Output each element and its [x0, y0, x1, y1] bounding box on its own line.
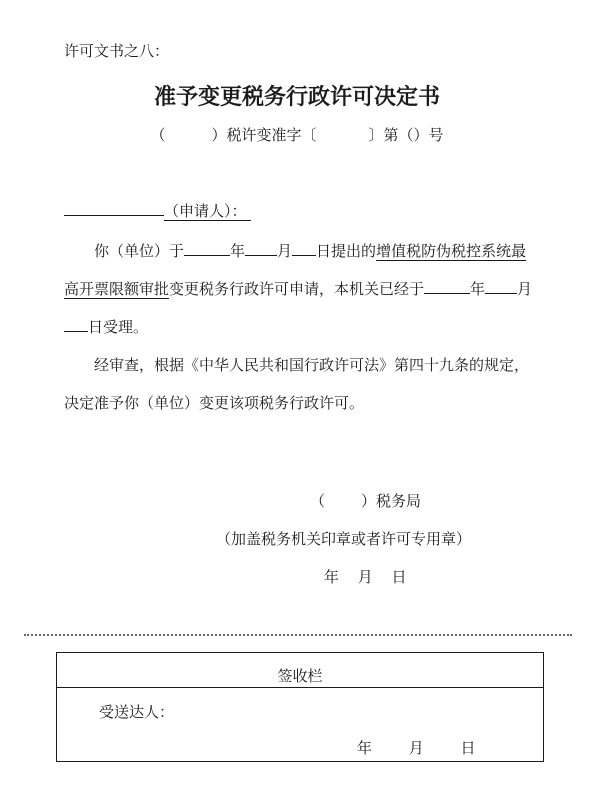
form-label: 许可文书之八：: [64, 42, 170, 60]
accept-day-blank: [64, 317, 88, 332]
issue-date: 年 月 日: [324, 568, 407, 586]
doc-number-middle: ）税许变准字〔: [211, 126, 317, 144]
accept-month-blank: [485, 279, 517, 294]
applicant-label: （申请人）：: [164, 202, 251, 221]
applicant-name-blank: [64, 215, 164, 216]
receipt-header: 签收栏: [57, 653, 543, 688]
document-number: [0, 124, 594, 145]
year-label: 年: [230, 242, 246, 260]
seal-note: （加盖税务机关印章或者许可专用章）: [216, 530, 472, 548]
office-suffix: ）税务局: [361, 492, 422, 510]
month-label: 月: [517, 280, 533, 298]
doc-number-end: 〕第（）号: [368, 126, 444, 144]
receipt-section: [56, 652, 544, 762]
submit-month-blank: [245, 241, 277, 256]
paragraph-decision: 经审查，根据《中华人民共和国行政许可法》第四十九条的规定，决定准予你（单位）变更该项税务行政许可。: [64, 356, 530, 412]
office-open: （: [310, 492, 326, 510]
day-accepted-label: 日受理。: [88, 318, 149, 336]
year-label: 年: [470, 280, 486, 298]
p1-middle: 变更税务行政许可申请，本机关已经于: [169, 280, 425, 298]
decision-body: [64, 232, 540, 422]
month-label: 月: [277, 242, 293, 260]
doc-number-open: （: [150, 126, 166, 144]
recipient-label: 受送达人：: [99, 703, 175, 721]
cut-line-divider: [24, 634, 572, 636]
receipt-date: 年 月 日: [357, 739, 476, 757]
accept-year-blank: [424, 279, 470, 294]
submit-day-blank: [292, 241, 316, 256]
paragraph-acceptance: [64, 232, 540, 346]
submit-year-blank: [184, 241, 230, 256]
p1-prefix: 你（单位）于: [94, 242, 185, 260]
applicant-line: [64, 200, 251, 221]
document-title: 准予变更税务行政许可决定书: [153, 84, 440, 110]
day-submitted-label: 日提出的: [316, 242, 377, 260]
issuing-office: [310, 490, 421, 511]
license-item-name: 增值税防伪税控系统最高开票限额审批: [64, 242, 527, 298]
